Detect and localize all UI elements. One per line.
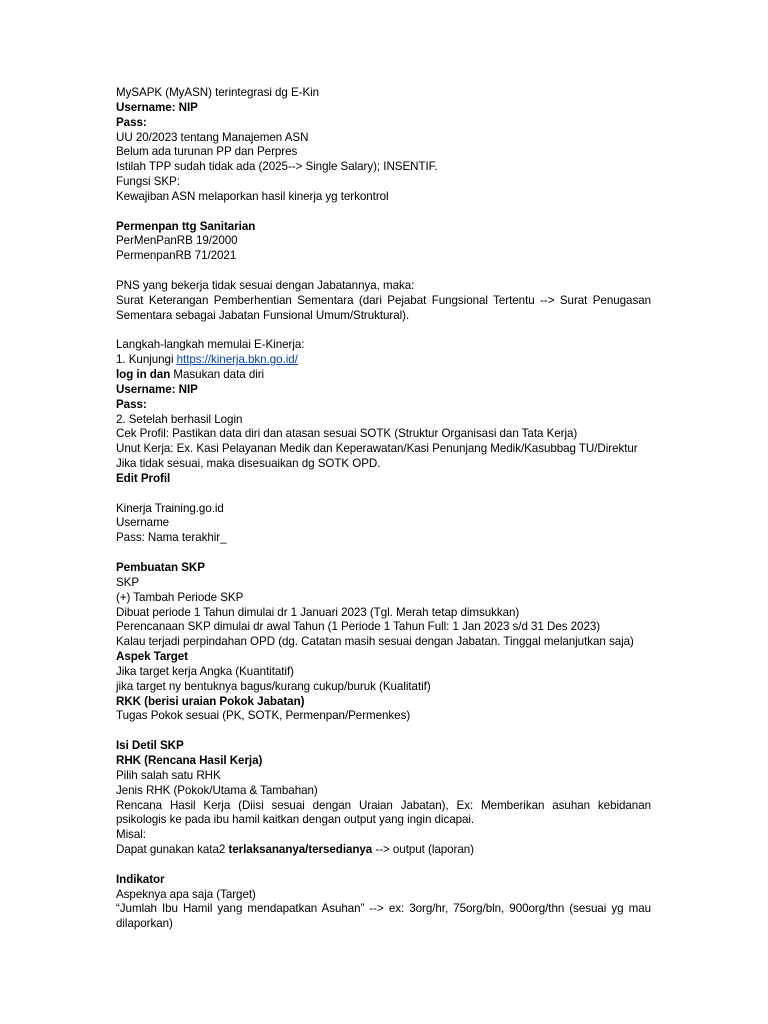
text-line: MySAPK (MyASN) terintegrasi dg E-Kin — [116, 86, 320, 99]
text-line: Perencanaan SKP dimulai dr awal Tahun (1 Periode 1 Tahun Full: 1 Jan 2023 s/d 31 Des 2023) — [116, 620, 601, 634]
text-line: PerMenPanRB 19/2000 — [116, 234, 238, 248]
text-line: Unut Kerja: Ex. Kasi Pelayanan Medik dan Keperawatan/Kasi Penunjang Medik/Kasubbag TU/Direktur — [116, 442, 638, 456]
text-line: Belum ada turunan PP dan Perpres — [116, 145, 298, 159]
section-heading — [116, 739, 651, 754]
section-heading — [116, 220, 651, 235]
text-span: Dapat gunakan kata2 — [116, 843, 229, 857]
section-heading-text: Isi Detil SKP — [116, 739, 184, 753]
text-line — [116, 398, 651, 413]
text-line: Username — [116, 516, 170, 530]
section-heading — [116, 561, 651, 576]
text-span: Masukan data diri — [170, 368, 265, 382]
text-span: --> output (laporan) — [372, 843, 474, 857]
text-line — [116, 116, 651, 131]
text-line: UU 20/2023 tentang Manajemen ASN — [116, 130, 309, 144]
text-line: Jika target kerja Angka (Kuantitatif) — [116, 664, 294, 678]
text-line: SKP — [116, 575, 140, 589]
text-line: Istilah TPP sudah tidak ada (2025--> Single Salary); INSENTIF. — [116, 160, 438, 174]
text-line: Cek Profil: Pastikan data diri dan atasan sesuai SOTK (Struktur Organisasi dan Tata Kerja) — [116, 427, 578, 441]
text-line: Pilih salah satu RHK — [116, 768, 221, 782]
bold-label: terlaksananya/tersedianya — [228, 843, 373, 857]
text-line — [116, 695, 651, 710]
text-span: 1. Kunjungi — [116, 353, 177, 367]
text-line: Kewajiban ASN melaporkan hasil kinerja yg terkontrol — [116, 189, 389, 203]
bold-label: log in dan — [116, 368, 171, 382]
bold-label: Pass: — [116, 115, 147, 129]
text-line: Langkah-langkah memulai E-Kinerja: — [116, 338, 305, 352]
text-line — [116, 101, 651, 116]
text-line: 2. Setelah berhasil Login — [116, 412, 243, 426]
text-line — [116, 843, 651, 858]
text-line: Dibuat periode 1 Tahun dimulai dr 1 Januari 2023 (Tgl. Merah tetap dimsukkan) — [116, 605, 520, 619]
blank-line — [116, 858, 651, 873]
text-line: PermenpanRB 71/2021 — [116, 249, 237, 263]
text-line: Jenis RHK (Pokok/Utama & Tambahan) — [116, 783, 318, 797]
bold-label: RKK (berisi uraian Pokok Jabatan) — [116, 694, 305, 708]
text-line — [116, 353, 651, 368]
blank-line — [116, 724, 651, 739]
paragraph: Rencana Hasil Kerja (Diisi sesuai dengan Uraian Jabatan), Ex: Memberikan asuhan kebidanan psikologis ke pada ibu hamil kaitkan dengan output yang ingin dicapai. — [116, 798, 651, 827]
text-line — [116, 383, 651, 398]
bold-label: Username: NIP — [116, 382, 198, 396]
text-line: Jika tidak sesuai, maka disesuaikan dg SOTK OPD. — [116, 457, 381, 471]
section-heading-text: Permenpan ttg Sanitarian — [116, 219, 256, 233]
text-line — [116, 650, 651, 665]
text-line: Pass: Nama terakhir_ — [116, 531, 227, 545]
paragraph: Surat Keterangan Pemberhentian Sementara (dari Pejabat Fungsional Tertentu --> Surat Penugasan Sementara sebagai Jabatan Funsional Umum/Struktural). — [116, 293, 651, 322]
blank-line — [116, 264, 651, 279]
text-line — [116, 754, 651, 769]
bold-label: Username: NIP — [116, 100, 198, 114]
bold-label: Edit Profil — [116, 471, 171, 485]
bold-label: Pass: — [116, 397, 147, 411]
text-line — [116, 368, 651, 383]
kinerja-link[interactable]: https://kinerja.bkn.go.id/ — [176, 353, 298, 367]
text-line: Kalau terjadi perpindahan OPD (dg. Catatan masih sesuai dengan Jabatan. Tinggal melanjutkan saja) — [116, 635, 634, 649]
bold-label: Aspek Target — [116, 650, 188, 664]
text-line: Aspeknya apa saja (Target) — [116, 887, 256, 901]
text-line: (+) Tambah Periode SKP — [116, 590, 244, 604]
section-heading — [116, 873, 651, 888]
bold-label: RHK (Rencana Hasil Kerja) — [116, 753, 263, 767]
text-line: Fungsi SKP: — [116, 175, 180, 189]
document-body — [116, 86, 651, 932]
blank-line — [116, 546, 651, 561]
section-heading-text: Pembuatan SKP — [116, 561, 205, 574]
text-line: Misal: — [116, 828, 146, 842]
text-line: Kinerja Training.go.id — [116, 501, 224, 515]
section-heading-text: Indikator — [116, 872, 165, 886]
paragraph: “Jumlah Ibu Hamil yang mendapatkan Asuhan” --> ex: 3org/hr, 75org/bln, 900org/thn (sesuai yg mau dilaporkan) — [116, 902, 651, 931]
blank-line — [116, 205, 651, 220]
text-line: jika target ny bentuknya bagus/kurang cukup/buruk (Kualitatif) — [116, 679, 431, 693]
text-line: Tugas Pokok sesuai (PK, SOTK, Permenpan/Permenkes) — [116, 709, 411, 723]
text-line — [116, 472, 651, 487]
blank-line — [116, 487, 651, 502]
blank-line — [116, 324, 651, 339]
text-line: PNS yang bekerja tidak sesuai dengan Jabatannya, maka: — [116, 278, 415, 292]
